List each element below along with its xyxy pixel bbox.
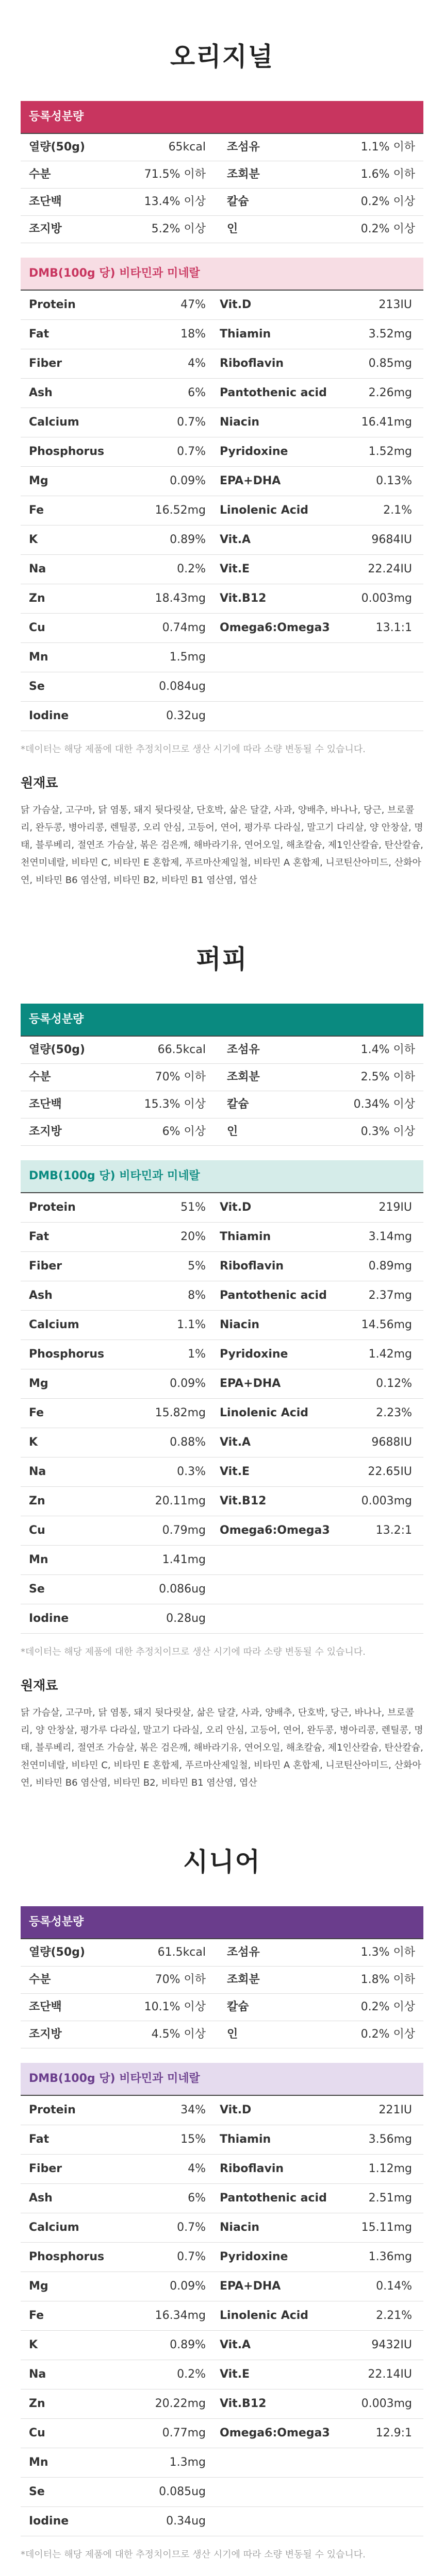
dmb-value: 18.43mg bbox=[155, 592, 206, 605]
dmb-value: 0.086ug bbox=[159, 1583, 206, 1596]
dmb-value: 20.22mg bbox=[155, 2397, 206, 2410]
nutrient-value: 0.2% 이상 bbox=[360, 2001, 415, 2013]
dmb-label: Vit.A bbox=[220, 2338, 251, 2351]
dmb-label: Phosphorus bbox=[29, 2250, 105, 2263]
nutrient-value: 0.2% 이상 bbox=[360, 195, 415, 208]
dmb-row bbox=[21, 2301, 423, 2331]
dmb-label: Vit.E bbox=[220, 2368, 250, 2381]
dmb-label: Thiamin bbox=[220, 2133, 271, 2146]
dmb-label: Cu bbox=[29, 621, 45, 634]
dmb-label: Se bbox=[29, 1583, 45, 1596]
dmb-value: 213IU bbox=[379, 298, 412, 311]
dmb-label: Zn bbox=[29, 2397, 45, 2410]
dmb-value: 22.24IU bbox=[368, 563, 412, 575]
nutrient-value: 0.3% 이상 bbox=[360, 1125, 415, 1138]
nutrient-row bbox=[21, 1064, 423, 1091]
dmb-row bbox=[21, 320, 423, 349]
dmb-row bbox=[21, 1340, 423, 1369]
nutrient-row bbox=[21, 1037, 423, 1064]
dmb-label: Niacin bbox=[220, 1318, 260, 1331]
nutrient-row bbox=[21, 1994, 423, 2021]
nutrient-value: 13.4% 이상 bbox=[144, 195, 206, 208]
nutrient-value: 5.2% 이상 bbox=[151, 223, 206, 235]
dmb-value: 13.1:1 bbox=[375, 621, 412, 634]
nutrient-value: 0.34% 이상 bbox=[353, 1098, 415, 1111]
dmb-label: Fiber bbox=[29, 357, 62, 370]
dmb-value: 0.3% bbox=[177, 1465, 206, 1478]
dmb-label: Niacin bbox=[220, 416, 260, 429]
dmb-value: 2.37mg bbox=[368, 1289, 412, 1302]
dmb-label: Iodine bbox=[29, 709, 69, 722]
dmb-row bbox=[21, 496, 423, 526]
dmb-label: Fe bbox=[29, 2309, 44, 2322]
dmb-label: Fat bbox=[29, 328, 50, 341]
section-title: 퍼피 bbox=[196, 944, 248, 974]
nutrient-value: 1.3% 이하 bbox=[360, 1946, 415, 1959]
dmb-value: 1.5mg bbox=[169, 651, 206, 664]
dmb-label: Vit.D bbox=[220, 298, 252, 311]
section-title: 오리지널 bbox=[170, 42, 274, 72]
ingredients-text: 닭 가슴살, 고구마, 닭 염통, 돼지 뒷다릿살, 단호박, 삶은 달걀, 사과, 양배추, 바나나, 당근, 브로콜리, 완두콩, 병아리콩, 렌틸콩, 오리 안심, 고등어, 연어, 평가루 다라실, 말고기 다리살, 양 안창살, 명태, 블루베리, 절연조 가슴살, 볶은 검은깨, 해바라기유, 연어오일, 해초칼슘, 제1인산칼슘, 탄산칼슘, 천연미네랄, 비타민 C, 비타민 E 혼합제, 푸르마산제일철, 비타민 A 혼합제, 니코틴산아미드, 산화아연, 비타민 B6 염산염, 비타민 B2, 비타민 B1 염산염, 엽산 bbox=[21, 805, 423, 886]
dmb-value: 1.36mg bbox=[368, 2250, 412, 2263]
dmb-value: 6% bbox=[188, 2192, 206, 2205]
dmb-row bbox=[21, 1458, 423, 1487]
dmb-label: Calcium bbox=[29, 1318, 79, 1331]
dmb-row bbox=[21, 1428, 423, 1458]
dmb-value: 0.084ug bbox=[159, 680, 206, 693]
dmb-header: DMB(100g 당) 비타민과 미네랄 bbox=[21, 258, 423, 290]
nutrient-value: 6% 이상 bbox=[162, 1125, 206, 1138]
dmb-label: Vit.A bbox=[220, 533, 251, 546]
dmb-value: 18% bbox=[180, 328, 206, 341]
nutrient-label: 수분 bbox=[29, 1973, 51, 1986]
nutrient-value: 15.3% 이상 bbox=[144, 1098, 206, 1111]
dmb-row bbox=[21, 1311, 423, 1340]
nutrient-row bbox=[21, 1118, 423, 1146]
dmb-label: Phosphorus bbox=[29, 1348, 105, 1361]
dmb-row bbox=[21, 2507, 423, 2536]
dmb-value: 1.42mg bbox=[368, 1348, 412, 1361]
dmb-label: K bbox=[29, 533, 38, 546]
dmb-value: 0.12% bbox=[376, 1377, 412, 1390]
dmb-row bbox=[21, 2448, 423, 2478]
dmb-row bbox=[21, 2419, 423, 2448]
dmb-row bbox=[21, 1252, 423, 1281]
dmb-label: Se bbox=[29, 680, 45, 693]
dmb-row bbox=[21, 408, 423, 437]
dmb-row bbox=[21, 379, 423, 408]
dmb-label: Pyridoxine bbox=[220, 1348, 288, 1361]
dmb-row bbox=[21, 555, 423, 584]
section-title: 시니어 bbox=[183, 1847, 261, 1877]
dmb-row bbox=[21, 2184, 423, 2213]
dmb-label: Vit.B12 bbox=[220, 2397, 267, 2410]
dmb-value: 0.7% bbox=[177, 445, 206, 458]
dmb-value: 5% bbox=[188, 1260, 206, 1273]
dmb-label: Vit.D bbox=[220, 1201, 252, 1214]
nutrient-label: 조섬유 bbox=[227, 141, 260, 154]
dmb-value: 0.09% bbox=[170, 2280, 206, 2293]
dmb-row bbox=[21, 2360, 423, 2389]
nutrient-label: 조단백 bbox=[29, 195, 62, 208]
dmb-row bbox=[21, 1516, 423, 1546]
dmb-value: 0.85mg bbox=[368, 357, 412, 370]
dmb-value: 0.89% bbox=[170, 533, 206, 546]
dmb-label: Fat bbox=[29, 2133, 50, 2146]
dmb-label: EPA+DHA bbox=[220, 2280, 281, 2293]
nutrient-value: 61.5kcal bbox=[157, 1946, 206, 1959]
dmb-header: DMB(100g 당) 비타민과 미네랄 bbox=[21, 2063, 423, 2095]
nutrient-value: 4.5% 이상 bbox=[151, 2028, 206, 2041]
dmb-header: DMB(100g 당) 비타민과 미네랄 bbox=[21, 1160, 423, 1192]
dmb-value: 0.28ug bbox=[166, 1612, 206, 1625]
dmb-label: Protein bbox=[29, 1201, 76, 1214]
dmb-label: EPA+DHA bbox=[220, 1377, 281, 1390]
dmb-label: Pantothenic acid bbox=[220, 386, 327, 399]
dmb-value: 47% bbox=[180, 298, 206, 311]
dmb-label: Zn bbox=[29, 1495, 45, 1507]
nutrient-label: 조회분 bbox=[227, 1973, 260, 1986]
dmb-row bbox=[21, 467, 423, 496]
dmb-label: Vit.E bbox=[220, 1465, 250, 1478]
nutrient-label: 칼슘 bbox=[227, 2001, 249, 2013]
dmb-row bbox=[21, 291, 423, 320]
dmb-row bbox=[21, 1369, 423, 1399]
dmb-label: Pantothenic acid bbox=[220, 1289, 327, 1302]
dmb-label: Fiber bbox=[29, 2162, 62, 2175]
dmb-value: 0.7% bbox=[177, 2221, 206, 2234]
nutrient-header: 등록성분량 bbox=[21, 1906, 423, 1938]
dmb-value: 0.2% bbox=[177, 563, 206, 575]
dmb-label: Riboflavin bbox=[220, 2162, 284, 2175]
dmb-label: Fiber bbox=[29, 1260, 62, 1273]
dmb-value: 0.89mg bbox=[368, 1260, 412, 1273]
nutrient-value: 1.6% 이하 bbox=[360, 168, 415, 181]
ingredients-text: 닭 가슴살, 고구마, 닭 염통, 돼지 뒷다릿살, 삶은 달걀, 사과, 양배추, 단호박, 당근, 바나나, 브로콜리, 양 안창살, 평가루 다라실, 말고기 다라실, 오리 안심, 고등어, 연어, 완두콩, 병아리콩, 렌틸콩, 명태, 블루베리, 절연조 가슴살, 볶은 검은깨, 해바라기유, 연어오일, 해초칼슘, 제1인산칼슘, 탄산칼슘, 천연미네랄, 비타민 C, 비타민 E 혼합제, 푸르마산제일철, 비타민 A 혼합제, 니코틴산아미드, 산화아연, 비타민 B6 염산염, 비타민 B2, 비타민 B1 염산염, 엽산 bbox=[21, 1707, 423, 1788]
dmb-value: 51% bbox=[180, 1201, 206, 1214]
nutrient-row bbox=[21, 216, 423, 243]
dmb-label: Pyridoxine bbox=[220, 445, 288, 458]
dmb-value: 1.12mg bbox=[368, 2162, 412, 2175]
dmb-value: 221IU bbox=[379, 2104, 412, 2116]
dmb-row bbox=[21, 614, 423, 643]
dmb-row bbox=[21, 1281, 423, 1311]
ingredients-title: 원재료 bbox=[21, 1678, 58, 1693]
dmb-value: 0.085ug bbox=[159, 2485, 206, 2498]
dmb-row bbox=[21, 1193, 423, 1223]
dmb-row bbox=[21, 1546, 423, 1575]
nutrient-label: 수분 bbox=[29, 1071, 51, 1083]
dmb-label: Vit.A bbox=[220, 1436, 251, 1449]
nutrient-header: 등록성분량 bbox=[21, 101, 423, 133]
nutrient-value: 1.4% 이하 bbox=[360, 1043, 415, 1056]
dmb-row bbox=[21, 349, 423, 379]
dmb-label: Fat bbox=[29, 1230, 50, 1243]
dmb-value: 0.89% bbox=[170, 2338, 206, 2351]
dmb-label: Omega6:Omega3 bbox=[220, 2427, 330, 2439]
dmb-label: Iodine bbox=[29, 2515, 69, 2528]
dmb-label: Se bbox=[29, 2485, 45, 2498]
nutrient-row bbox=[21, 1939, 423, 1967]
disclaimer-note: *데이터는 해당 제품에 대한 추정치이므로 생산 시기에 따라 소량 변동될 수 있습니다. bbox=[21, 744, 366, 755]
nutrient-label: 조지방 bbox=[29, 2028, 62, 2041]
dmb-value: 9432IU bbox=[371, 2338, 412, 2351]
dmb-value: 20% bbox=[180, 1230, 206, 1243]
dmb-label: Mg bbox=[29, 1377, 48, 1390]
dmb-label: Thiamin bbox=[220, 1230, 271, 1243]
dmb-value: 0.34ug bbox=[166, 2515, 206, 2528]
nutrient-row bbox=[21, 134, 423, 161]
dmb-value: 22.14IU bbox=[368, 2368, 412, 2381]
dmb-value: 12.9:1 bbox=[375, 2427, 412, 2439]
dmb-value: 219IU bbox=[379, 1201, 412, 1214]
nutrient-label: 수분 bbox=[29, 168, 51, 181]
dmb-label: EPA+DHA bbox=[220, 474, 281, 487]
dmb-value: 0.09% bbox=[170, 474, 206, 487]
dmb-label: Linolenic Acid bbox=[220, 2309, 309, 2322]
dmb-value: 0.7% bbox=[177, 2250, 206, 2263]
nutrient-label: 열량(50g) bbox=[29, 1043, 85, 1056]
nutrient-value: 1.8% 이하 bbox=[360, 1973, 415, 1986]
dmb-label: Linolenic Acid bbox=[220, 504, 309, 517]
nutrient-value: 0.2% 이상 bbox=[360, 2028, 415, 2041]
dmb-row bbox=[21, 2389, 423, 2419]
dmb-value: 8% bbox=[188, 1289, 206, 1302]
dmb-value: 4% bbox=[188, 357, 206, 370]
dmb-label: K bbox=[29, 1436, 38, 1449]
nutrient-value: 1.1% 이하 bbox=[360, 141, 415, 154]
dmb-label: Linolenic Acid bbox=[220, 1406, 309, 1419]
dmb-value: 16.34mg bbox=[155, 2309, 206, 2322]
dmb-label: K bbox=[29, 2338, 38, 2351]
dmb-value: 1.52mg bbox=[368, 445, 412, 458]
dmb-label: Niacin bbox=[220, 2221, 260, 2234]
dmb-label: Cu bbox=[29, 1524, 45, 1537]
dmb-value: 3.14mg bbox=[368, 1230, 412, 1243]
dmb-value: 1.1% bbox=[177, 1318, 206, 1331]
dmb-value: 0.2% bbox=[177, 2368, 206, 2381]
dmb-row bbox=[21, 2331, 423, 2360]
dmb-value: 0.88% bbox=[170, 1436, 206, 1449]
dmb-value: 16.41mg bbox=[361, 416, 412, 429]
dmb-value: 2.23% bbox=[376, 1406, 412, 1419]
dmb-value: 0.74mg bbox=[162, 621, 206, 634]
dmb-row bbox=[21, 526, 423, 555]
dmb-row bbox=[21, 1575, 423, 1604]
dmb-value: 14.56mg bbox=[361, 1318, 412, 1331]
dmb-value: 15% bbox=[180, 2133, 206, 2146]
nutrient-value: 70% 이하 bbox=[155, 1973, 206, 1986]
dmb-label: Vit.D bbox=[220, 2104, 252, 2116]
dmb-value: 2.1% bbox=[383, 504, 412, 517]
nutrient-label: 조지방 bbox=[29, 1125, 62, 1138]
dmb-label: Na bbox=[29, 2368, 46, 2381]
ingredients-title: 원재료 bbox=[21, 775, 58, 790]
dmb-value: 0.003mg bbox=[361, 1495, 412, 1507]
nutrient-label: 조섬유 bbox=[227, 1946, 260, 1959]
dmb-row bbox=[21, 584, 423, 614]
nutrient-label: 인 bbox=[227, 2028, 238, 2041]
dmb-row bbox=[21, 1399, 423, 1428]
dmb-label: Calcium bbox=[29, 416, 79, 429]
nutrient-label: 조회분 bbox=[227, 168, 260, 181]
dmb-label: Ash bbox=[29, 386, 53, 399]
dmb-value: 9688IU bbox=[371, 1436, 412, 1449]
dmb-value: 0.79mg bbox=[162, 1524, 206, 1537]
nutrient-label: 조섬유 bbox=[227, 1043, 260, 1056]
nutrient-value: 10.1% 이상 bbox=[144, 2001, 206, 2013]
dmb-label: Protein bbox=[29, 2104, 76, 2116]
dmb-label: Calcium bbox=[29, 2221, 79, 2234]
dmb-value: 2.21% bbox=[376, 2309, 412, 2322]
dmb-label: Omega6:Omega3 bbox=[220, 1524, 330, 1537]
dmb-label: Mn bbox=[29, 2456, 48, 2469]
nutrient-value: 66.5kcal bbox=[157, 1043, 206, 1056]
dmb-label: Pyridoxine bbox=[220, 2250, 288, 2263]
disclaimer-note: *데이터는 해당 제품에 대한 추정치이므로 생산 시기에 따라 소량 변동될 수 있습니다. bbox=[21, 1647, 366, 1657]
dmb-value: 2.51mg bbox=[368, 2192, 412, 2205]
nutrient-value: 70% 이하 bbox=[155, 1071, 206, 1083]
dmb-label: Ash bbox=[29, 2192, 53, 2205]
dmb-label: Na bbox=[29, 563, 46, 575]
dmb-row bbox=[21, 2155, 423, 2184]
dmb-row bbox=[21, 2243, 423, 2272]
dmb-row bbox=[21, 437, 423, 467]
nutrient-label: 칼슘 bbox=[227, 1098, 249, 1111]
dmb-label: Zn bbox=[29, 592, 45, 605]
dmb-value: 1% bbox=[188, 1348, 206, 1361]
dmb-label: Fe bbox=[29, 1406, 44, 1419]
nutrient-label: 칼슘 bbox=[227, 195, 249, 208]
nutrient-value: 2.5% 이하 bbox=[360, 1071, 415, 1083]
dmb-value: 0.7% bbox=[177, 416, 206, 429]
dmb-value: 1.41mg bbox=[162, 1553, 206, 1566]
nutrient-label: 인 bbox=[227, 1125, 238, 1138]
dmb-value: 20.11mg bbox=[155, 1495, 206, 1507]
dmb-value: 0.14% bbox=[376, 2280, 412, 2293]
dmb-value: 0.13% bbox=[376, 474, 412, 487]
dmb-label: Fe bbox=[29, 504, 44, 517]
dmb-label: Mg bbox=[29, 474, 48, 487]
dmb-label: Mg bbox=[29, 2280, 48, 2293]
dmb-row bbox=[21, 1604, 423, 1634]
dmb-value: 3.56mg bbox=[368, 2133, 412, 2146]
dmb-value: 0.77mg bbox=[162, 2427, 206, 2439]
dmb-label: Mn bbox=[29, 651, 48, 664]
nutrient-row bbox=[21, 2021, 423, 2048]
dmb-row bbox=[21, 2213, 423, 2243]
dmb-value: 0.003mg bbox=[361, 2397, 412, 2410]
dmb-row bbox=[21, 672, 423, 702]
nutrient-row bbox=[21, 161, 423, 189]
product-section-original bbox=[0, 0, 444, 903]
dmb-label: Cu bbox=[29, 2427, 45, 2439]
dmb-value: 0.09% bbox=[170, 1377, 206, 1390]
dmb-label: Pantothenic acid bbox=[220, 2192, 327, 2205]
dmb-value: 0.32ug bbox=[166, 709, 206, 722]
dmb-value: 1.3mg bbox=[169, 2456, 206, 2469]
dmb-label: Vit.B12 bbox=[220, 592, 267, 605]
nutrient-label: 조단백 bbox=[29, 2001, 62, 2013]
dmb-label: Phosphorus bbox=[29, 445, 105, 458]
dmb-label: Na bbox=[29, 1465, 46, 1478]
dmb-row bbox=[21, 1223, 423, 1252]
dmb-label: Riboflavin bbox=[220, 1260, 284, 1273]
dmb-label: Vit.B12 bbox=[220, 1495, 267, 1507]
dmb-label: Iodine bbox=[29, 1612, 69, 1625]
nutrient-label: 인 bbox=[227, 223, 238, 235]
dmb-row bbox=[21, 702, 423, 731]
dmb-label: Riboflavin bbox=[220, 357, 284, 370]
dmb-label: Protein bbox=[29, 298, 76, 311]
dmb-value: 15.11mg bbox=[361, 2221, 412, 2234]
dmb-value: 4% bbox=[188, 2162, 206, 2175]
dmb-value: 16.52mg bbox=[155, 504, 206, 517]
dmb-label: Thiamin bbox=[220, 328, 271, 341]
dmb-label: Omega6:Omega3 bbox=[220, 621, 330, 634]
dmb-value: 3.52mg bbox=[368, 328, 412, 341]
nutrient-label: 열량(50g) bbox=[29, 1946, 85, 1959]
nutrient-label: 조지방 bbox=[29, 223, 62, 235]
dmb-value: 0.003mg bbox=[361, 592, 412, 605]
dmb-value: 13.2:1 bbox=[375, 1524, 412, 1537]
dmb-row bbox=[21, 2125, 423, 2155]
disclaimer-note: *데이터는 해당 제품에 대한 추정치이므로 생산 시기에 따라 소량 변동될 수 있습니다. bbox=[21, 2549, 366, 2560]
nutrient-value: 0.2% 이상 bbox=[360, 223, 415, 235]
dmb-label: Vit.E bbox=[220, 563, 250, 575]
dmb-row bbox=[21, 2478, 423, 2507]
nutrient-value: 65kcal bbox=[168, 141, 206, 154]
dmb-row bbox=[21, 1487, 423, 1516]
product-section-senior bbox=[0, 1805, 444, 2576]
nutrient-label: 조회분 bbox=[227, 1071, 260, 1083]
dmb-row bbox=[21, 643, 423, 672]
dmb-value: 9684IU bbox=[371, 533, 412, 546]
product-section-puppy bbox=[0, 903, 444, 1805]
dmb-row bbox=[21, 2272, 423, 2301]
nutrient-header: 등록성분량 bbox=[21, 1004, 423, 1036]
nutrient-label: 조단백 bbox=[29, 1098, 62, 1111]
nutrient-row bbox=[21, 189, 423, 216]
dmb-row bbox=[21, 2096, 423, 2125]
dmb-label: Mn bbox=[29, 1553, 48, 1566]
dmb-value: 15.82mg bbox=[155, 1406, 206, 1419]
nutrient-value: 71.5% 이하 bbox=[144, 168, 206, 181]
nutrient-row bbox=[21, 1967, 423, 1994]
dmb-value: 2.26mg bbox=[368, 386, 412, 399]
nutrient-row bbox=[21, 1091, 423, 1118]
dmb-value: 34% bbox=[180, 2104, 206, 2116]
dmb-value: 22.65IU bbox=[368, 1465, 412, 1478]
dmb-label: Ash bbox=[29, 1289, 53, 1302]
dmb-value: 6% bbox=[188, 386, 206, 399]
nutrient-label: 열량(50g) bbox=[29, 141, 85, 154]
